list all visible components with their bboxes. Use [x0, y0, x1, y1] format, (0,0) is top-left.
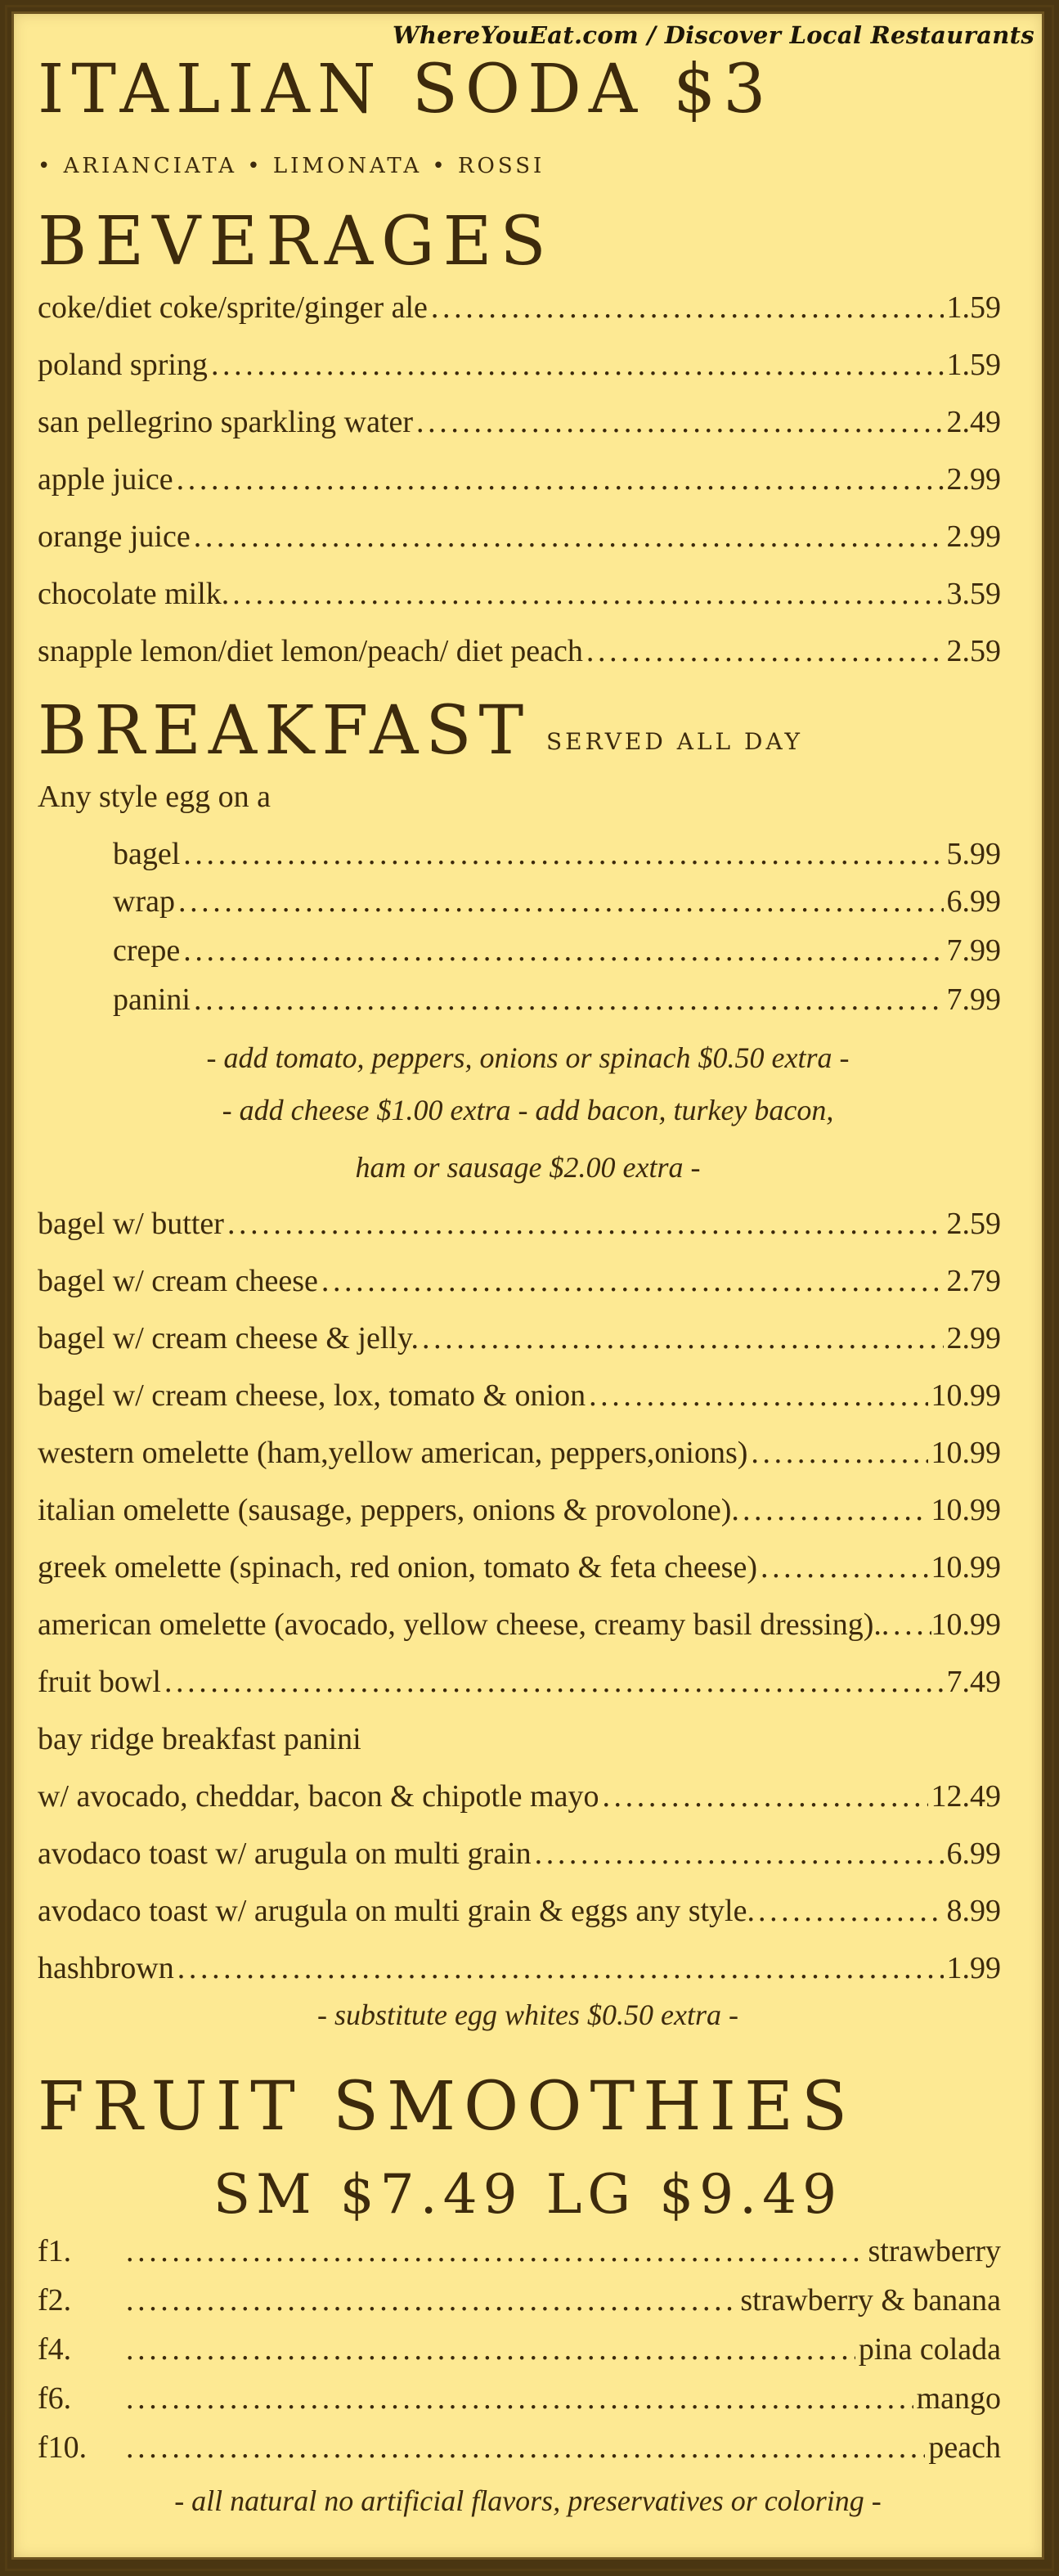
- item-name: italian omelette (sausage, peppers, onions & provolone).: [38, 1493, 739, 1527]
- smoothie-flavor: pina colada: [858, 2332, 1001, 2367]
- item-price: 12.49: [931, 1779, 1001, 1814]
- item-price: 10.99: [931, 1436, 1001, 1470]
- smoothies-footnote: - all natural no artificial flavors, preservatives or coloring -: [174, 2484, 882, 2517]
- item-price: 2.59: [946, 634, 1001, 668]
- item-price: 7.49: [946, 1665, 1001, 1699]
- smoothie-code: f2.: [38, 2283, 72, 2318]
- menu-item: [38, 633, 1001, 672]
- item-name: bagel: [113, 837, 181, 871]
- item-name: avodaco toast w/ arugula on multi grain: [38, 1836, 532, 1871]
- leader-dots: [194, 519, 944, 555]
- smoothie-code: f6.: [38, 2381, 72, 2416]
- item-name: bagel w/ butter: [38, 1207, 224, 1241]
- menu-item: [38, 1263, 1001, 1302]
- smoothie-flavor: peach: [928, 2430, 1001, 2465]
- item-price: 2.99: [946, 462, 1001, 497]
- item-price: 7.99: [946, 982, 1001, 1017]
- egg-intro: Any style egg on a: [38, 780, 271, 814]
- leader-dots: [422, 1320, 944, 1356]
- item-price: 2.99: [946, 519, 1001, 554]
- leader-dots: [126, 2331, 855, 2367]
- breakfast-subtitle: SERVED ALL DAY: [546, 728, 804, 755]
- leader-dots: [586, 633, 944, 669]
- leader-dots: [177, 461, 944, 497]
- leader-dots: [589, 1378, 927, 1414]
- menu-item: [38, 290, 1001, 329]
- menu-item: [38, 1836, 1001, 1875]
- item-name: apple juice: [38, 462, 173, 497]
- leader-dots: [126, 2282, 737, 2318]
- smoothie-code: f10.: [38, 2430, 88, 2465]
- menu-item: [38, 404, 1001, 443]
- item-name: poland spring: [38, 348, 208, 382]
- leader-dots: [761, 1549, 928, 1585]
- menu-item: [38, 1435, 1001, 1474]
- italian-soda-flavors: • ARIANCIATA • LIMONATA • ROSSI: [38, 154, 545, 178]
- leader-dots: [321, 1263, 944, 1299]
- item-price: 10.99: [931, 1550, 1001, 1585]
- item-price: 8.99: [946, 1894, 1001, 1928]
- menu-item: [38, 347, 1001, 386]
- menu-item: [38, 1549, 1001, 1589]
- extra-note: - add tomato, peppers, onions or spinach $0.50 extra -: [206, 1041, 850, 1074]
- menu-item: [113, 836, 1001, 875]
- item-price: 10.99: [931, 1493, 1001, 1527]
- item-price: 1.59: [946, 290, 1001, 325]
- leader-dots: [183, 933, 943, 969]
- item-price: 6.99: [946, 884, 1001, 919]
- menu-item: [38, 1893, 1001, 1932]
- smoothie-code: f4.: [38, 2332, 72, 2367]
- leader-dots: [751, 1435, 927, 1471]
- site-header[interactable]: WhereYouEat.com / Discover Local Restaurants: [393, 21, 1034, 49]
- item-price: 2.99: [946, 1321, 1001, 1355]
- item-name: bagel w/ cream cheese: [38, 1264, 318, 1298]
- item-name: fruit bowl: [38, 1665, 161, 1699]
- breakfast-title: BREAKFAST: [38, 692, 532, 770]
- leader-dots: [194, 982, 944, 1018]
- smoothie-flavor: mango: [916, 2381, 1001, 2416]
- smoothie-item: [38, 2233, 1001, 2273]
- item-name: crepe: [113, 933, 181, 968]
- smoothies-title: FRUIT SMOOTHIES: [38, 2068, 856, 2146]
- item-name: american omelette (avocado, yellow cheese, creamy basil dressing).: [38, 1607, 882, 1642]
- menu-item: [38, 519, 1001, 558]
- beverages-title: BEVERAGES: [38, 203, 554, 281]
- item-name: w/ avocado, cheddar, bacon & chipotle mayo: [38, 1779, 599, 1814]
- leader-dots: [882, 1607, 931, 1643]
- smoothie-flavor: strawberry & banana: [740, 2283, 1001, 2318]
- leader-dots: [126, 2430, 925, 2466]
- leader-dots: [178, 883, 944, 919]
- item-name: western omelette (ham,yellow american, peppers,onions): [38, 1436, 748, 1470]
- leader-dots: [758, 1893, 944, 1929]
- item-price: 3.59: [946, 577, 1001, 611]
- item-name: greek omelette (spinach, red onion, tomato & feta cheese): [38, 1550, 757, 1585]
- smoothie-item: [38, 2331, 1001, 2371]
- item-price: 5.99: [946, 837, 1001, 871]
- menu-item: [38, 1664, 1001, 1703]
- leader-dots: [164, 1664, 944, 1700]
- item-price: 2.79: [946, 1264, 1001, 1298]
- extra-note: ham or sausage $2.00 extra -: [355, 1151, 701, 1184]
- item-name: bagel w/ cream cheese & jelly.: [38, 1321, 419, 1355]
- leader-dots: [535, 1836, 944, 1872]
- item-name: panini: [113, 982, 191, 1017]
- item-price: 2.49: [946, 405, 1001, 439]
- leader-dots: [232, 576, 943, 612]
- leader-dots: [743, 1492, 928, 1528]
- item-name: coke/diet coke/sprite/ginger ale: [38, 290, 428, 325]
- leader-dots: [211, 347, 944, 383]
- smoothie-item: [38, 2430, 1001, 2469]
- item-name: snapple lemon/diet lemon/peach/ diet peach: [38, 634, 583, 668]
- substitute-note: - substitute egg whites $0.50 extra -: [317, 1998, 738, 2031]
- item-price: 1.59: [946, 348, 1001, 382]
- item-name: avodaco toast w/ arugula on multi grain & eggs any style.: [38, 1894, 755, 1928]
- menu-item: [38, 1607, 1001, 1646]
- item-name: san pellegrino sparkling water: [38, 405, 414, 439]
- leader-dots: [183, 836, 943, 872]
- item-name: hashbrown: [38, 1951, 174, 1985]
- leader-dots: [416, 404, 943, 440]
- menu-item: [38, 1320, 1001, 1360]
- menu-item: [38, 1378, 1001, 1417]
- menu-item: [38, 1492, 1001, 1531]
- smoothies-sizes: SM $7.49 LG $9.49: [213, 2163, 843, 2226]
- leader-dots: [431, 290, 944, 326]
- item-name: wrap: [113, 884, 175, 919]
- smoothie-item: [38, 2282, 1001, 2322]
- extra-note: - add cheese $1.00 extra - add bacon, turkey bacon,: [222, 1094, 834, 1126]
- menu-item: [38, 576, 1001, 615]
- menu-item: [38, 1778, 1001, 1818]
- item-price: 7.99: [946, 933, 1001, 968]
- smoothie-code: f1.: [38, 2234, 72, 2268]
- item-name: bagel w/ cream cheese, lox, tomato & onion: [38, 1378, 586, 1413]
- item-price: 10.99: [931, 1378, 1001, 1413]
- leader-dots: [227, 1206, 944, 1242]
- item-price: 1.99: [946, 1951, 1001, 1985]
- item-price: 10.99: [931, 1607, 1001, 1642]
- smoothie-flavor: strawberry: [868, 2234, 1001, 2268]
- leader-dots: [126, 2380, 913, 2416]
- item-price: 6.99: [946, 1836, 1001, 1871]
- item-price: 2.59: [946, 1207, 1001, 1241]
- italian-soda-title: ITALIAN SODA $3: [38, 51, 774, 128]
- menu-item: [113, 933, 1001, 972]
- menu-item: [38, 1206, 1001, 1245]
- item-name: chocolate milk.: [38, 577, 230, 611]
- menu-item: [113, 982, 1001, 1021]
- leader-dots: [602, 1778, 927, 1814]
- menu-item: [38, 461, 1001, 501]
- item-name: orange juice: [38, 519, 191, 554]
- panini-title: bay ridge breakfast panini: [38, 1722, 361, 1756]
- menu-item: [113, 883, 1001, 923]
- leader-dots: [177, 1950, 944, 1986]
- smoothie-item: [38, 2380, 1001, 2420]
- menu-item: [38, 1950, 1001, 1989]
- leader-dots: [126, 2233, 865, 2269]
